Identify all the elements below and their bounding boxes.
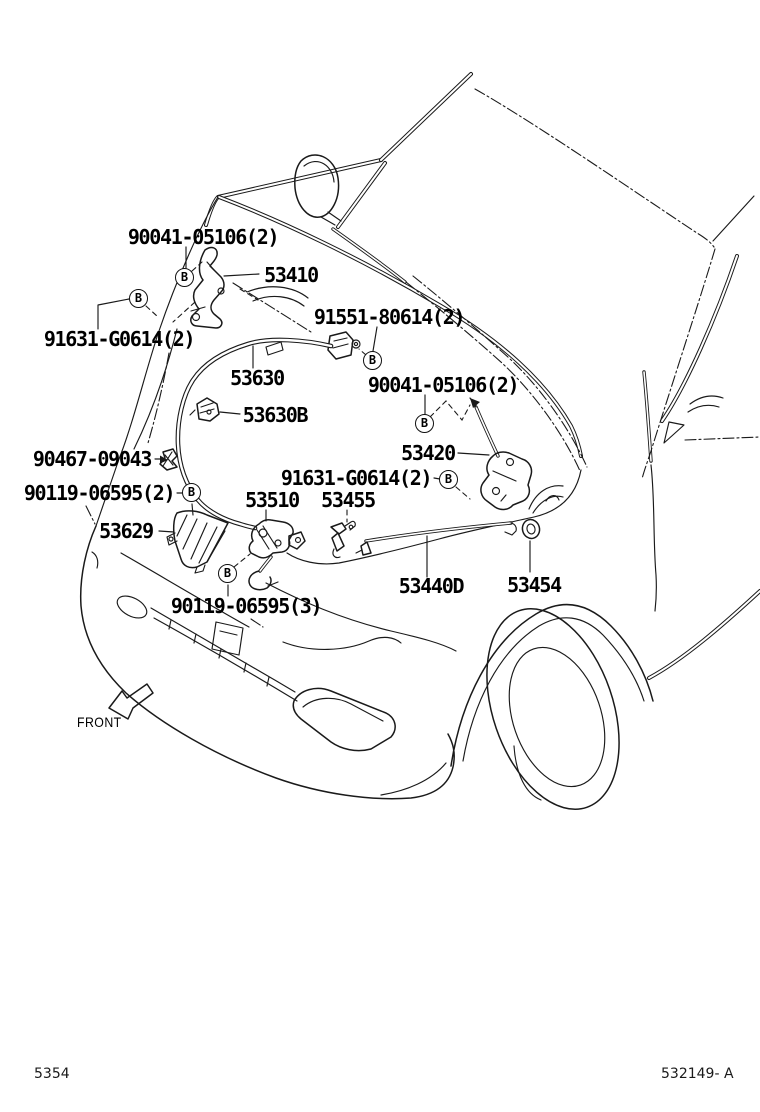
side-mirror (295, 155, 341, 225)
front-direction-label: FRONT (77, 714, 122, 730)
hood-support-rod-53440D (356, 523, 516, 555)
bolt-callout-icon: B (218, 564, 237, 583)
part-number-label-90041-05106(2)[interactable]: 90041-05106(2) (367, 373, 519, 397)
bolt-callout-icon: B (175, 268, 194, 287)
part-number-label-53455[interactable]: 53455 (321, 488, 375, 512)
hood-lock-53510 (249, 520, 305, 590)
part-number-label-53410[interactable]: 53410 (264, 263, 318, 287)
part-number-label-53629[interactable]: 53629 (99, 519, 153, 543)
leader-lines (98, 247, 530, 596)
lock-bracket-53629 (167, 511, 228, 573)
part-number-label-91551-80614(2)[interactable]: 91551-80614(2) (313, 305, 465, 329)
part-number-label-90119-06595(3)[interactable]: 90119-06595(3) (170, 594, 322, 618)
part-number-label-90041-05106(2)[interactable]: 90041-05106(2) (127, 225, 279, 249)
part-number-label-90119-06595(2)[interactable]: 90119-06595(2) (23, 481, 175, 505)
rod-grommet-53454 (520, 518, 541, 541)
bolt-callout-icon: B (439, 470, 458, 489)
front-wheel (451, 591, 653, 827)
hood-lock-hook-53455 (331, 521, 355, 557)
part-number-label-90467-09043[interactable]: 90467-09043 (32, 447, 152, 471)
part-number-label-53420[interactable]: 53420 (401, 441, 455, 465)
part-number-label-91631-G0614(2)[interactable]: 91631-G0614(2) (280, 466, 432, 490)
cable-clamp-53630B (190, 398, 219, 421)
figure-number: 532149- A (661, 1066, 734, 1082)
bolt-callout-icon: B (415, 414, 434, 433)
figure-page-code: 5354 (34, 1066, 70, 1082)
hood-hinge-53420 (470, 398, 532, 509)
bolt-callout-icon: B (182, 483, 201, 502)
bolt-callout-icon: B (363, 351, 382, 370)
hood-hinge-53410 (191, 248, 224, 328)
part-number-label-53454[interactable]: 53454 (507, 573, 561, 597)
part-number-label-53630[interactable]: 53630 (230, 366, 284, 390)
part-number-label-53510[interactable]: 53510 (245, 488, 299, 512)
part-number-label-53440D[interactable]: 53440D (398, 574, 464, 598)
bolt-callout-icon: B (129, 289, 148, 308)
front-bumper (81, 526, 455, 799)
part-number-label-53630B[interactable]: 53630B (242, 403, 308, 427)
headlight (283, 637, 401, 750)
part-number-label-91631-G0614(2)[interactable]: 91631-G0614(2) (43, 327, 195, 351)
